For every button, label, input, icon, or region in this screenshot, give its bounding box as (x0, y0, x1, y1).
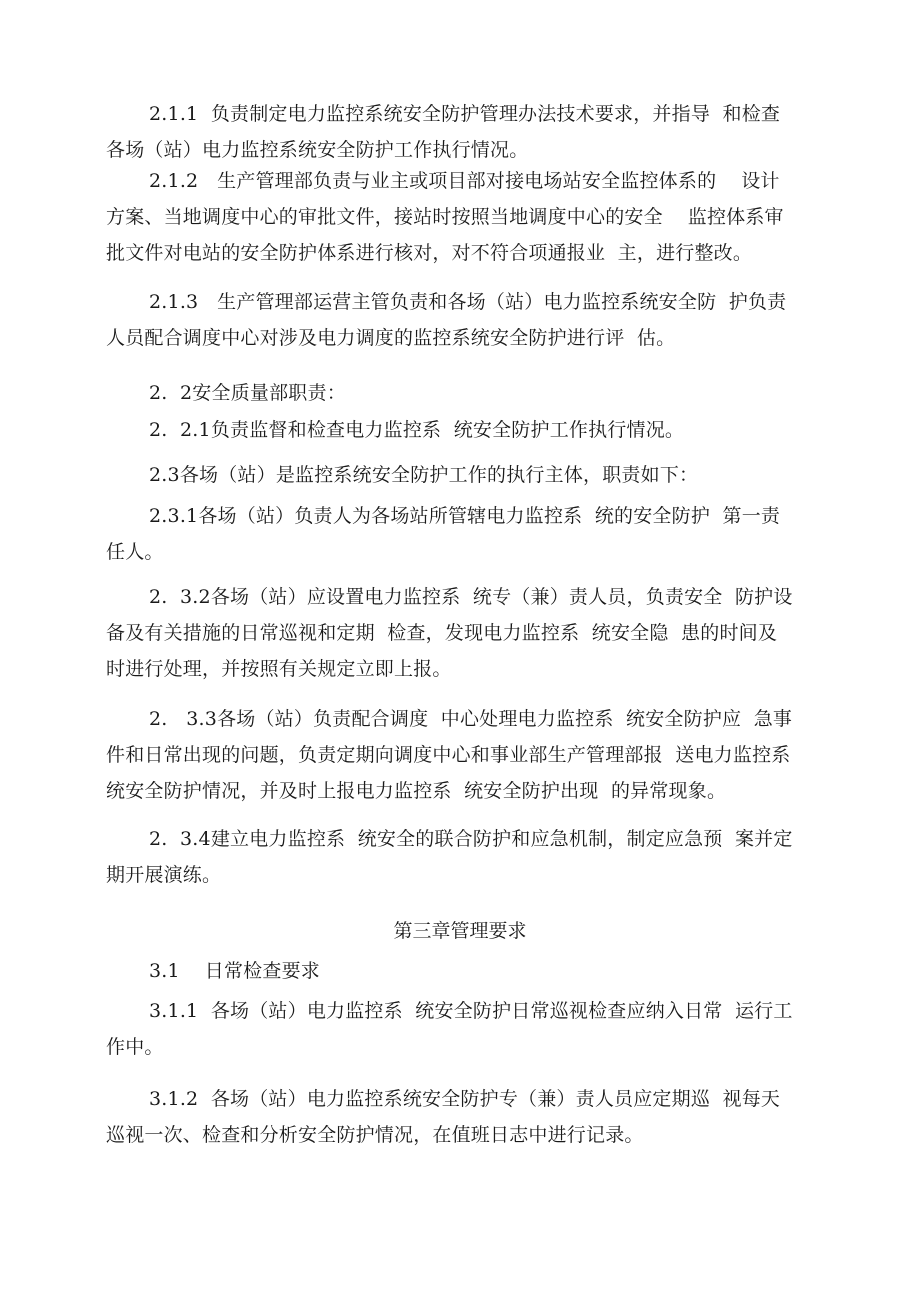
text-line: 各场（站）电力监控系统安全防护工作执行情况。 (106, 139, 529, 161)
chapter-title: 第三章管理要求 (393, 920, 527, 942)
section-heading: 2.3各场（站）是监控系统安全防护工作的执行主体，职责如下： (149, 464, 699, 486)
paragraph-2-3-2 (106, 579, 812, 687)
text-line: 2. 2.1负责监督和检查电力监控系 统安全防护工作执行情况。 (149, 419, 685, 441)
paragraph-3-1-1 (106, 993, 812, 1065)
text-line: 任人。 (106, 541, 164, 563)
text-line: 批文件对电站的安全防护体系进行核对，对不符合项通报业 主，进行整改。 (106, 242, 753, 264)
text-line: 期开展演练。 (106, 864, 222, 886)
text-line: 2.1.1 负责制定电力监控系统安全防护管理办法技术要求，并指导 和检查 (149, 103, 781, 125)
paragraph-2-3 (106, 457, 812, 493)
paragraph-2-1-2 (106, 163, 812, 271)
text-line: 3.1.2 各场（站）电力监控系统安全防护专（兼）责人员应定期巡 视每天 (149, 1088, 781, 1110)
text-line: 统安全防护情况，并及时上报电力监控系 统安全防护出现 的异常现象。 (106, 780, 727, 802)
paragraph-2-3-3 (106, 701, 812, 809)
section-3-1 (106, 953, 812, 989)
text-line: 人员配合调度中心对涉及电力调度的监控系统安全防护进行评 估。 (106, 327, 676, 349)
paragraph-3-1-2 (106, 1081, 812, 1153)
paragraph-2-2-1 (106, 412, 812, 448)
paragraph-2-1-3 (106, 284, 812, 356)
text-line: 作中。 (106, 1036, 164, 1058)
text-line: 2.3.1各场（站）负责人为各场站所管辖电力监控系 统的安全防护 第一责 (149, 505, 781, 527)
text-line: 2. 3.3各场（站）负责配合调度 中心处理电力监控系 统安全防护应 急事 (149, 708, 793, 730)
section-heading: 3.1 日常检查要求 (149, 960, 320, 982)
paragraph-2-2 (106, 375, 812, 411)
paragraph-2-3-4 (106, 821, 812, 893)
paragraph-2-1-1 (106, 96, 812, 168)
text-line: 备及有关措施的日常巡视和定期 检查，发现电力监控系 统安全隐 患的时间及 (106, 622, 778, 644)
text-line: 2.1.2 生产管理部负责与业主或项目部对接电场站安全监控体系的 设计 (149, 170, 780, 192)
text-line: 2. 3.2各场（站）应设置电力监控系 统专（兼）责人员，负责安全 防护设 (149, 586, 793, 608)
text-line: 2. 3.4建立电力监控系 统安全的联合防护和应急机制，制定应急预 案并定 (149, 828, 793, 850)
text-line: 时进行处理，并按照有关规定立即上报。 (106, 658, 452, 680)
paragraph-2-3-1 (106, 498, 812, 570)
text-line: 件和日常出现的问题，负责定期向调度中心和事业部生产管理部报 送电力监控系 (106, 744, 791, 766)
text-line: 3.1.1 各场（站）电力监控系 统安全防护日常巡视检查应纳入日常 运行工 (149, 1000, 793, 1022)
section-heading: 2. 2安全质量部职责： (149, 382, 346, 404)
text-line: 方案、当地调度中心的审批文件，接站时按照当地调度中心的安全 监控体系审 (106, 206, 784, 228)
text-line: 2.1.3 生产管理部运营主管负责和各场（站）电力监控系统安全防 护负责 (149, 291, 787, 313)
text-line: 巡视一次、检查和分析安全防护情况，在值班日志中进行记录。 (106, 1124, 644, 1146)
